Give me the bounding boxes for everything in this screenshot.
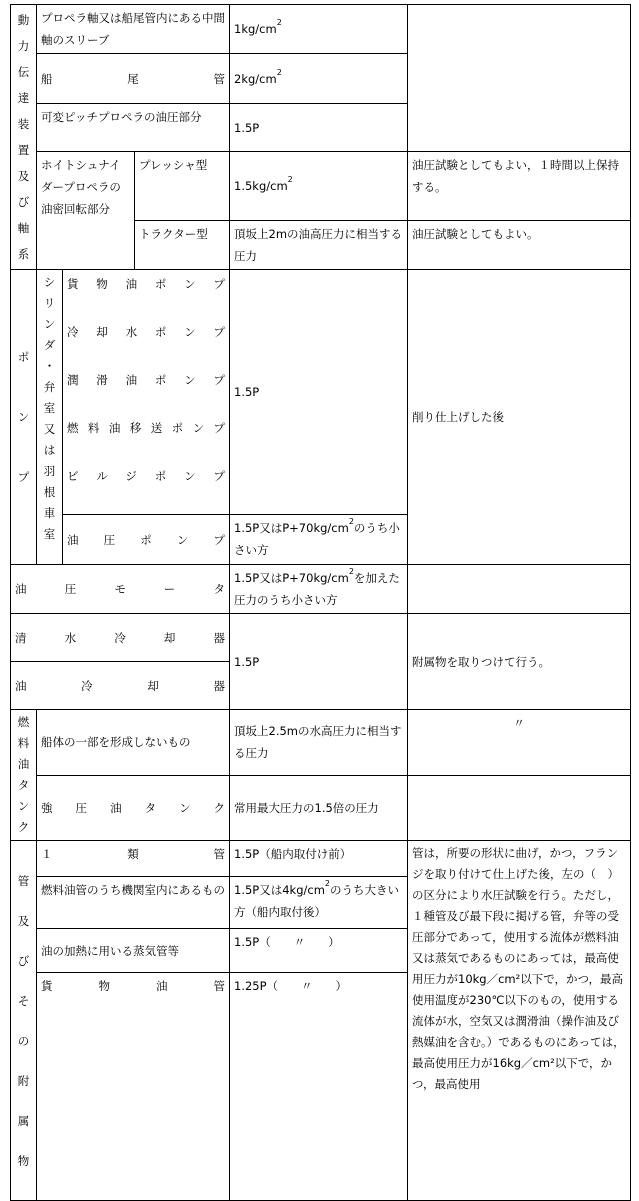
- pump-item: 貨物油ポンプ: [67, 277, 226, 291]
- note-pumps: 削り仕上げした後: [408, 270, 631, 565]
- pressure-fuel-pipe: 1.5P又は$4kg/cm^2$のうち大きい方（船内取付後）: [230, 877, 408, 929]
- item-fuel-pipe: 燃料油管のうち機関室内にあるもの: [37, 877, 230, 929]
- note-pipes: 管は，所要の形状に曲げ，かつ，フランジを取り付けて仕上げた後，左の（ ）の区分により水圧試験を行う。ただし，１種管及び最下段に掲げる管，弁等の受圧部分であって，使用する流体が燃料油又は蒸気であるものにあっては，最高使用圧力が10kg／cm²以下で，かつ，最高使用温度が230℃以下のもの，使用する流体が水，空気又は潤滑油（操作油及び熱媒油を含む。）であるものにあっては，最高使用圧力が16kg／cm²以下で，かつ，最高使用: [408, 841, 631, 1201]
- note-empty-3: [408, 775, 631, 841]
- pump-item: 冷却水ポンプ: [67, 325, 226, 339]
- hydraulic-test-table: [10, 4, 631, 1201]
- item-cpp: 可変ピッチプロペラの油圧部分: [37, 104, 230, 152]
- pump-item: 潤滑油ポンプ: [67, 373, 226, 387]
- item-oil-motor: 油圧モータ: [11, 565, 230, 614]
- pressure-propeller-shaft: $1kg/cm^2$: [230, 5, 408, 54]
- section-pipe-label: 管 及 び そ の 附 属 物: [11, 841, 37, 1201]
- pressure-stern-tube: $2kg/cm^2$: [230, 54, 408, 104]
- item-steam-pipe: 油の加熱に用いる蒸気管等: [37, 929, 230, 973]
- section-fuel-label: 燃 料 油 タ ン ク: [11, 710, 37, 841]
- item-oil-pump: 油圧ポンプ: [63, 515, 230, 565]
- pressure-pumps: 1.5P: [230, 270, 408, 515]
- pump-item: ビルジポンプ: [67, 469, 226, 483]
- pump-item: 燃料油移送ポンプ: [67, 421, 226, 435]
- note-coolers: 附属物を取りつけて行う。: [408, 614, 631, 710]
- section-pump-label: ポ ン プ: [11, 270, 37, 565]
- voith-pressure-note: 油圧試験としてもよい，１時間以上保持する。: [408, 152, 631, 221]
- pressure-steam-pipe: 1.5P（ 〃 ）: [230, 929, 408, 973]
- section-pump-sub-label: シ リ ン ダ ・ 弁 室 又 は 羽 根 車 室: [37, 270, 63, 565]
- voith-pressure-type: プレッシャ型: [135, 152, 230, 221]
- item-voith: ホイトシュナイダープロペラの油密回転部分: [37, 152, 135, 270]
- voith-tractor-type: トラクター型: [135, 221, 230, 270]
- pressure-coolers: 1.5P: [230, 614, 408, 710]
- voith-pressure-value: $1.5kg/cm^2$: [230, 152, 408, 221]
- pressure-pressure-tank: 常用最大圧力の1.5倍の圧力: [230, 775, 408, 841]
- pressure-class1-pipe: 1.5P（船内取付け前）: [230, 841, 408, 877]
- pressure-oil-motor: 1.5P又は$P+70kg/cm^2$を加えた圧力のうち小さい方: [230, 565, 408, 614]
- pressure-cargo-pipe: 1.25P（ 〃 ）: [230, 973, 408, 1201]
- note-fuel-tank: 〃: [408, 710, 631, 776]
- voith-tractor-value: 頂坂上2mの油高圧力に相当する圧力: [230, 221, 408, 270]
- section-power-label: 動 力 伝 達 装 置 及 び 軸 系: [11, 5, 37, 270]
- item-oil-cooler: 油冷却器: [11, 662, 230, 710]
- note-empty-2: [408, 565, 631, 614]
- item-stern-tube: 船 尾 管: [37, 54, 230, 104]
- item-cargo-pipe: 貨 物 油 管: [37, 973, 230, 1201]
- item-fresh-cooler: 清水冷却器: [11, 614, 230, 662]
- item-propeller-shaft: プロペラ軸又は船尾管内にある中間軸のスリーブ: [37, 5, 230, 54]
- note-empty-1: [408, 5, 631, 152]
- item-class1-pipe: １ 類 管: [37, 841, 230, 877]
- item-fuel-tank: 船体の一部を形成しないもの: [37, 710, 230, 776]
- pressure-oil-pump: 1.5P又は$P+70kg/cm^2$のうち小さい方: [230, 515, 408, 565]
- pump-items: [63, 270, 230, 515]
- pressure-cpp: 1.5P: [230, 104, 408, 152]
- voith-tractor-note: 油圧試験としてもよい。: [408, 221, 631, 270]
- pressure-fuel-tank: 頂坂上2.5mの水高圧力に相当する圧力: [230, 710, 408, 776]
- item-pressure-tank: 強圧油タンク: [37, 775, 230, 841]
